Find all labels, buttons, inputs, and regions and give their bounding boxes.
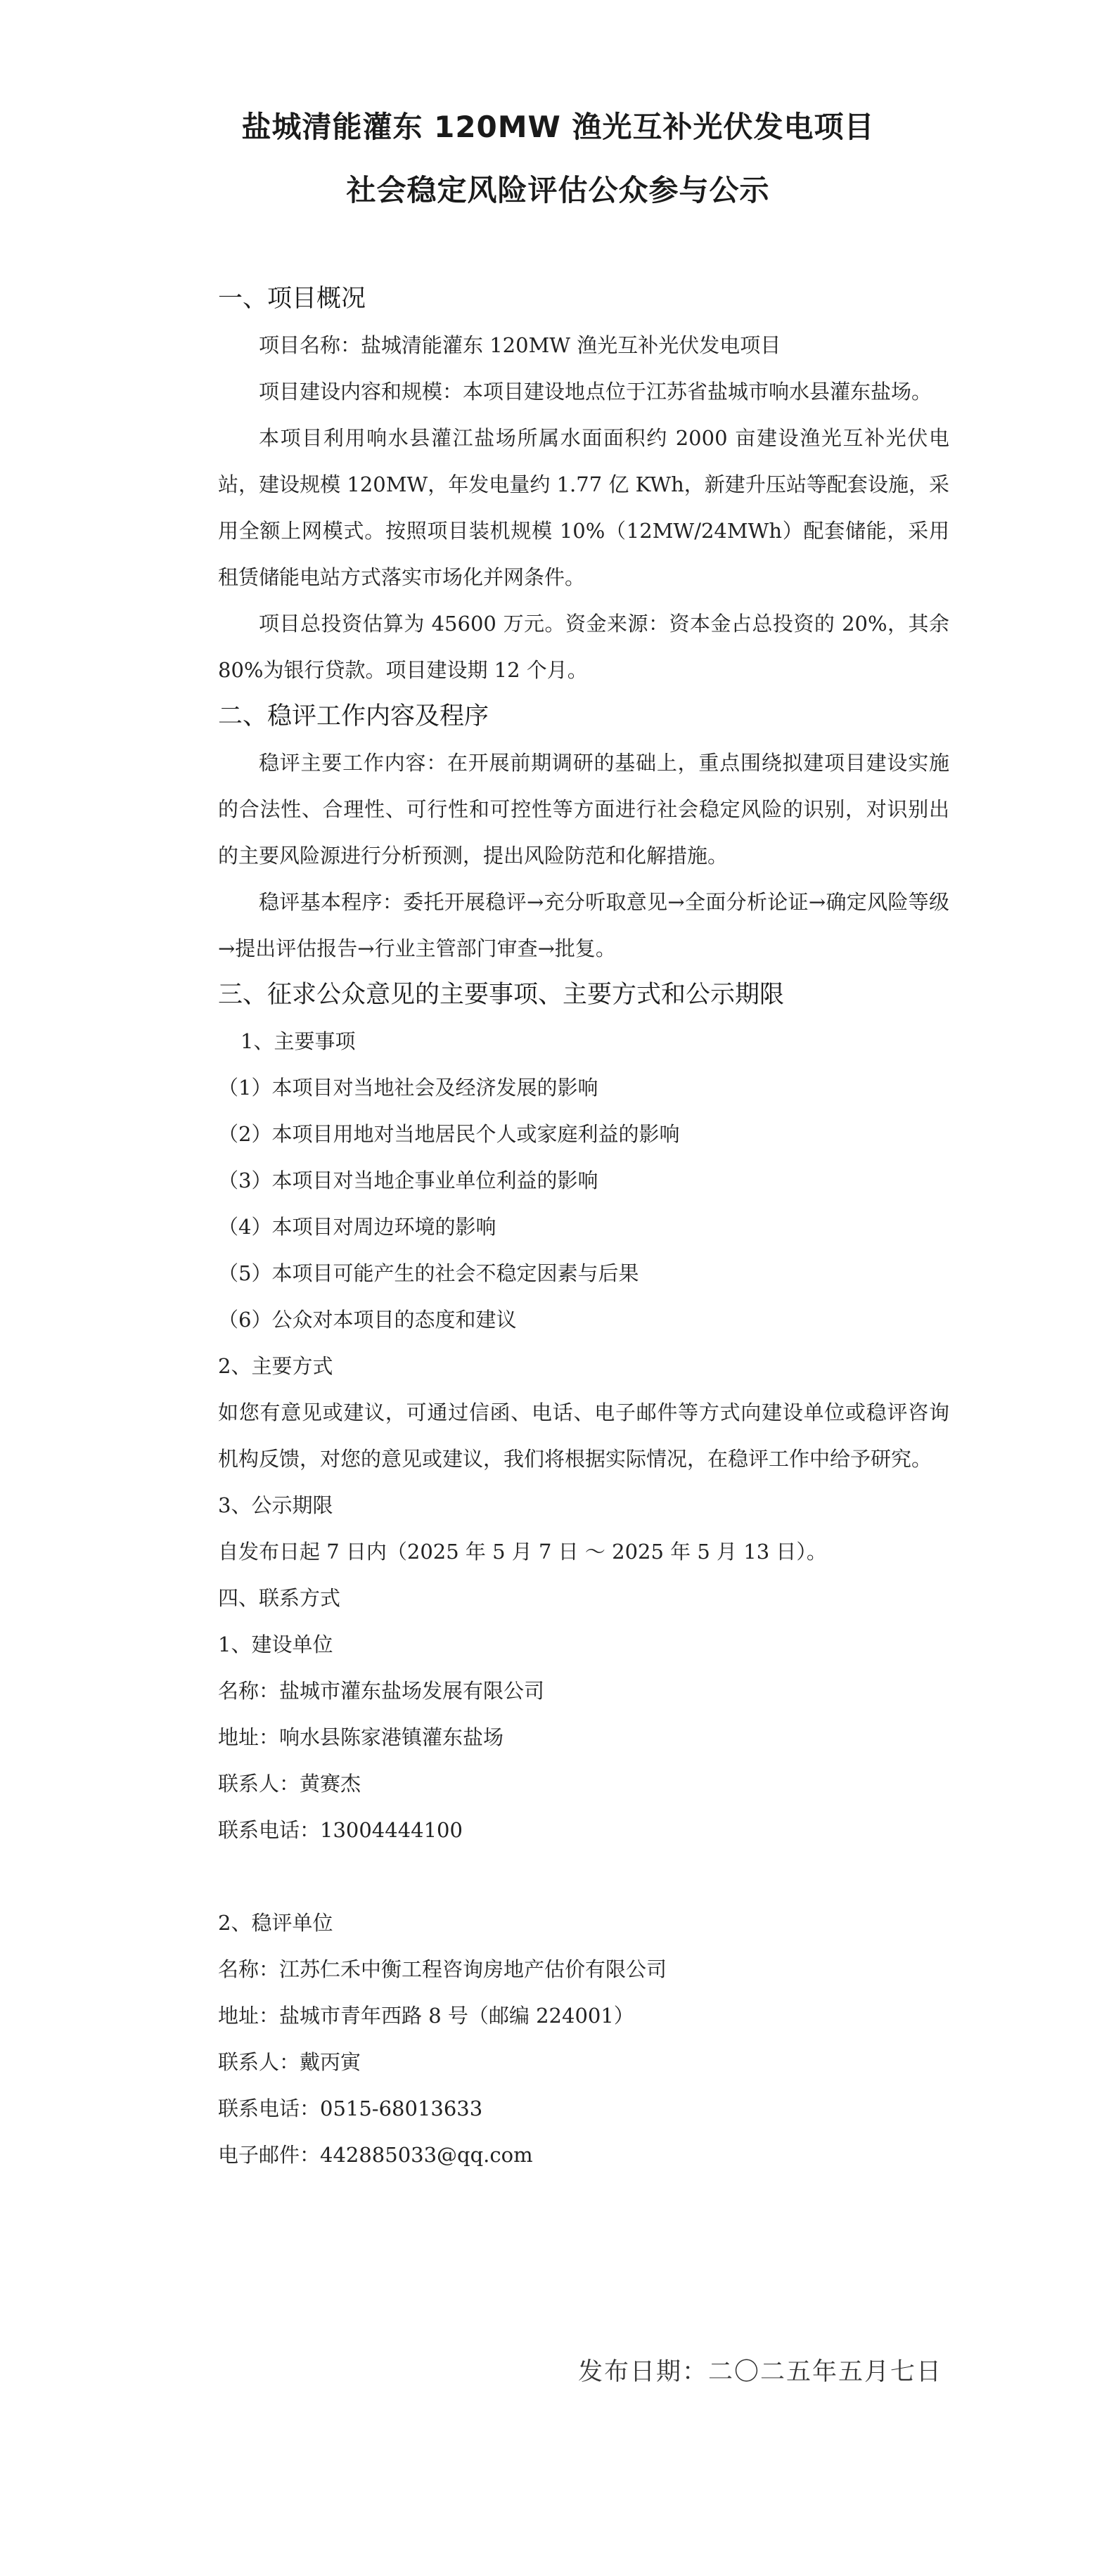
project-scope-label: 项目建设内容和规模：: [259, 380, 463, 404]
project-name-label: 项目名称：: [259, 333, 361, 357]
assessment-unit-name: 名称：江苏仁禾中衡工程咨询房地产估价有限公司: [218, 1957, 667, 1981]
document-body: [218, 276, 949, 2178]
section-4-heading: 四、联系方式: [218, 1586, 341, 1610]
project-scope-value: 本项目建设地点位于江苏省盐城市响水县灌东盐场。: [463, 380, 932, 404]
assessment-unit-contact: 联系人：戴丙寅: [218, 2050, 361, 2074]
project-investment: 项目总投资估算为 45600 万元。资金来源：资本金占总投资的 20%，其余 80%为银行贷款。项目建设期 12 个月。: [218, 612, 949, 682]
project-name-value: 盐城清能灌东 120MW 渔光互补光伏发电项目: [361, 333, 781, 357]
project-scope-paragraph: [218, 368, 949, 415]
matter-item: （5）本项目可能产生的社会不稳定因素与后果: [218, 1261, 639, 1285]
assessment-content: 稳评主要工作内容：在开展前期调研的基础上，重点围绕拟建项目建设实施的合法性、合理性、可行性和可控性等方面进行社会稳定风险的识别，对识别出的主要风险源进行分析预测，提出风险防范和化解措施。: [218, 751, 949, 868]
main-methods-text: 如您有意见或建议，可通过信函、电话、电子邮件等方式向建设单位或稳评咨询机构反馈，对您的意见或建议，我们将根据实际情况，在稳评工作中给予研究。: [218, 1400, 949, 1471]
notice-period-heading: 3、公示期限: [218, 1493, 333, 1517]
assessment-unit-heading: 2、稳评单位: [218, 1911, 333, 1935]
matter-item: （6）公众对本项目的态度和建议: [218, 1308, 517, 1332]
document-title-line1: 盐城清能灌东 120MW 渔光互补光伏发电项目: [241, 110, 875, 144]
assessment-procedure: 稳评基本程序：委托开展稳评→充分听取意见→全面分析论证→确定风险等级→提出评估报告→行业主管部门审查→批复。: [218, 890, 949, 960]
matter-item: （4）本项目对周边环境的影响: [218, 1215, 496, 1239]
assessment-unit-phone: 联系电话：0515-68013633: [218, 2097, 483, 2120]
construction-unit-name: 名称：盐城市灌东盐场发展有限公司: [218, 1679, 545, 1703]
construction-unit-heading: 1、建设单位: [218, 1632, 333, 1656]
project-scope-detail: 本项目利用响水县灌江盐场所属水面面积约 2000 亩建设渔光互补光伏电站，建设规模 120MW，年发电量约 1.77 亿 KWh，新建升压站等配套设施，采用全额上网模式。按照项目装机规模 10%（12MW/24MWh）配套储能，采用租赁储能电站方式落实市场化并网条件。: [218, 426, 949, 589]
construction-unit-contact: 联系人：黄赛杰: [218, 1772, 361, 1796]
main-matters-heading: 1、主要事项: [240, 1029, 356, 1053]
matter-item: （1）本项目对当地社会及经济发展的影响: [218, 1076, 598, 1100]
matter-item: （3）本项目对当地企事业单位利益的影响: [218, 1168, 598, 1192]
section-3-heading: 三、征求公众意见的主要事项、主要方式和公示期限: [218, 981, 785, 1009]
construction-unit-phone: 联系电话：13004444100: [218, 1818, 463, 1842]
main-methods-heading: 2、主要方式: [218, 1354, 333, 1378]
construction-unit-address: 地址：响水县陈家港镇灌东盐场: [218, 1725, 504, 1749]
document-title-line2: 社会稳定风险评估公众参与公示: [346, 173, 770, 207]
matter-item: （2）本项目用地对当地居民个人或家庭利益的影响: [218, 1122, 680, 1146]
section-1-heading: 一、项目概况: [218, 285, 366, 313]
publish-date: 发布日期：二〇二五年五月七日: [577, 2358, 942, 2386]
blank-line: [218, 1853, 949, 1900]
project-name-paragraph: [218, 322, 949, 368]
section-2-heading: 二、稳评工作内容及程序: [218, 702, 489, 730]
assessment-unit-email: 电子邮件：442885033@qq.com: [218, 2143, 533, 2167]
notice-period-text: 自发布日起 7 日内（2025 年 5 月 7 日 ～ 2025 年 5 月 13 日）。: [218, 1540, 827, 1564]
assessment-unit-address: 地址：盐城市青年西路 8 号（邮编 224001）: [218, 2004, 634, 2028]
